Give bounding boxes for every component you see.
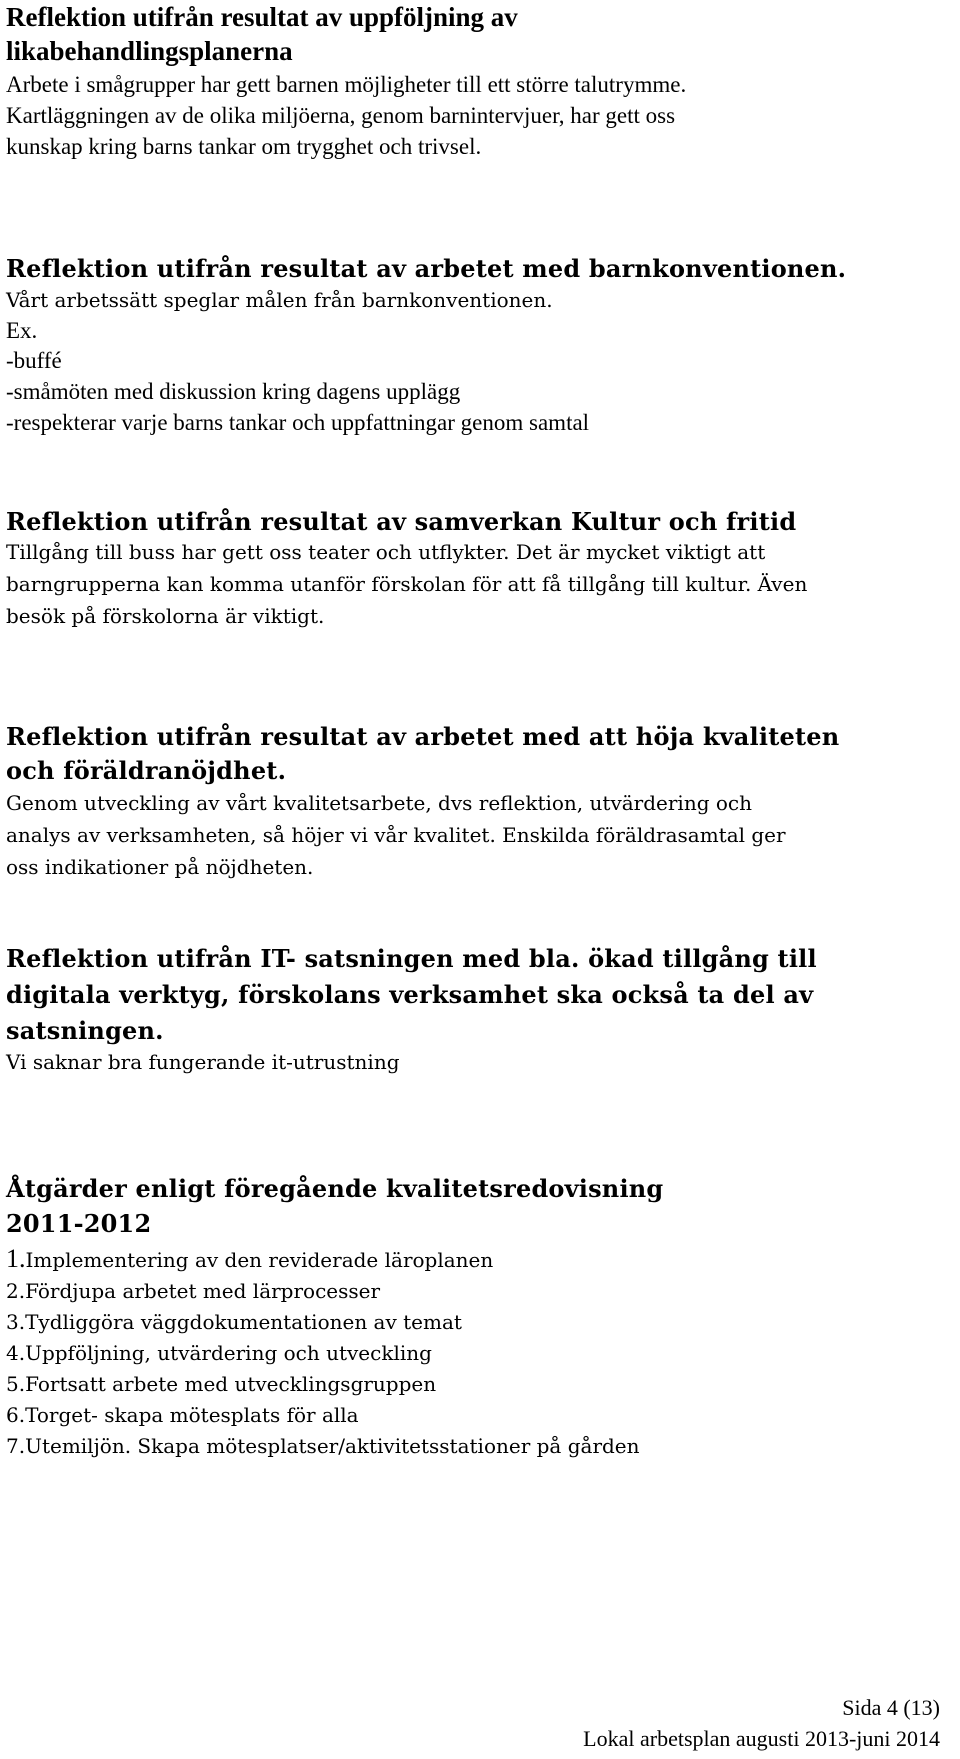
section-heading-line: satsningen. bbox=[6, 1016, 164, 1045]
body-line: oss indikationer på nöjdheten. bbox=[6, 855, 314, 879]
section-heading-line: Reflektion utifrån IT- satsningen med bla. ökad tillgång till bbox=[6, 944, 817, 973]
body-line: -småmöten med diskussion kring dagens upplägg bbox=[6, 379, 461, 404]
body-line: -respekterar varje barns tankar och uppfattningar genom samtal bbox=[6, 410, 590, 435]
body-line: Vi saknar bra fungerande it-utrustning bbox=[6, 1050, 400, 1074]
list-item-text: Fortsatt arbete med utvecklingsgruppen bbox=[25, 1372, 437, 1396]
section-heading: Reflektion utifrån resultat av samverkan Kultur och fritid bbox=[6, 507, 797, 536]
section-heading-line: likabehandlingsplanerna bbox=[6, 36, 293, 66]
list-item bbox=[6, 1430, 640, 1463]
section-heading: Reflektion utifrån resultat av arbetet med barnkonventionen. bbox=[6, 254, 847, 283]
list-item bbox=[6, 1242, 493, 1277]
list-item bbox=[6, 1399, 359, 1432]
body-line: Ex. bbox=[6, 318, 38, 343]
section-heading-line: 2011-2012 bbox=[6, 1209, 152, 1238]
body-line: barngrupperna kan komma utanför förskolan för att få tillgång till kultur. Även bbox=[6, 572, 808, 596]
body-line: Tillgång till buss har gett oss teater och utflykter. Det är mycket viktigt att bbox=[6, 540, 766, 564]
list-item-text: Torget- skapa mötesplats för alla bbox=[25, 1403, 359, 1427]
section-heading-line: digitala verktyg, förskolans verksamhet ska också ta del av bbox=[6, 980, 814, 1009]
section-heading-line: Reflektion utifrån resultat av arbetet med att höja kvaliteten bbox=[6, 722, 840, 751]
list-item-text: Tydliggöra väggdokumentationen av temat bbox=[25, 1310, 462, 1334]
body-line: analys av verksamheten, så höjer vi vår kvalitet. Enskilda föräldrasamtal ger bbox=[6, 823, 786, 847]
list-item-number: 1. bbox=[6, 1244, 26, 1273]
page-number: Sida 4 (13) bbox=[842, 1695, 940, 1720]
body-line: Kartläggningen av de olika miljöerna, genom barnintervjuer, har gett oss bbox=[6, 103, 676, 128]
list-item bbox=[6, 1337, 432, 1370]
list-item-text: Utemiljön. Skapa mötesplatser/aktivitetsstationer på gården bbox=[25, 1434, 640, 1458]
section-heading-line: och föräldranöjdhet. bbox=[6, 756, 287, 785]
list-item-number: 2. bbox=[6, 1279, 26, 1303]
section-heading-line: Reflektion utifrån resultat av uppföljning av bbox=[6, 2, 518, 32]
section-intro: Vårt arbetssätt speglar målen från barnkonventionen. bbox=[6, 288, 553, 312]
list-item-text: Fördjupa arbetet med lärprocesser bbox=[25, 1279, 381, 1303]
list-item-number: 5. bbox=[6, 1372, 26, 1396]
list-item-number: 4. bbox=[6, 1341, 26, 1365]
document-title: Lokal arbetsplan augusti 2013-juni 2014 bbox=[583, 1726, 940, 1751]
section-heading-line: Åtgärder enligt föregående kvalitetsredovisning bbox=[6, 1174, 664, 1203]
list-item-text: Implementering av den reviderade läroplanen bbox=[25, 1248, 494, 1272]
body-line: Arbete i smågrupper har gett barnen möjligheter till ett större talutrymme. bbox=[6, 72, 687, 97]
list-item-number: 3. bbox=[6, 1310, 26, 1334]
list-item bbox=[6, 1275, 380, 1308]
list-item-text: Uppföljning, utvärdering och utveckling bbox=[25, 1341, 432, 1365]
list-item bbox=[6, 1368, 436, 1401]
body-line: -buffé bbox=[6, 348, 62, 373]
list-item-number: 7. bbox=[6, 1434, 26, 1458]
list-item-number: 6. bbox=[6, 1403, 26, 1427]
body-line: kunskap kring barns tankar om trygghet och trivsel. bbox=[6, 134, 482, 159]
body-line: Genom utveckling av vårt kvalitetsarbete, dvs reflektion, utvärdering och bbox=[6, 791, 752, 815]
list-item bbox=[6, 1306, 462, 1339]
body-line: besök på förskolorna är viktigt. bbox=[6, 604, 325, 628]
